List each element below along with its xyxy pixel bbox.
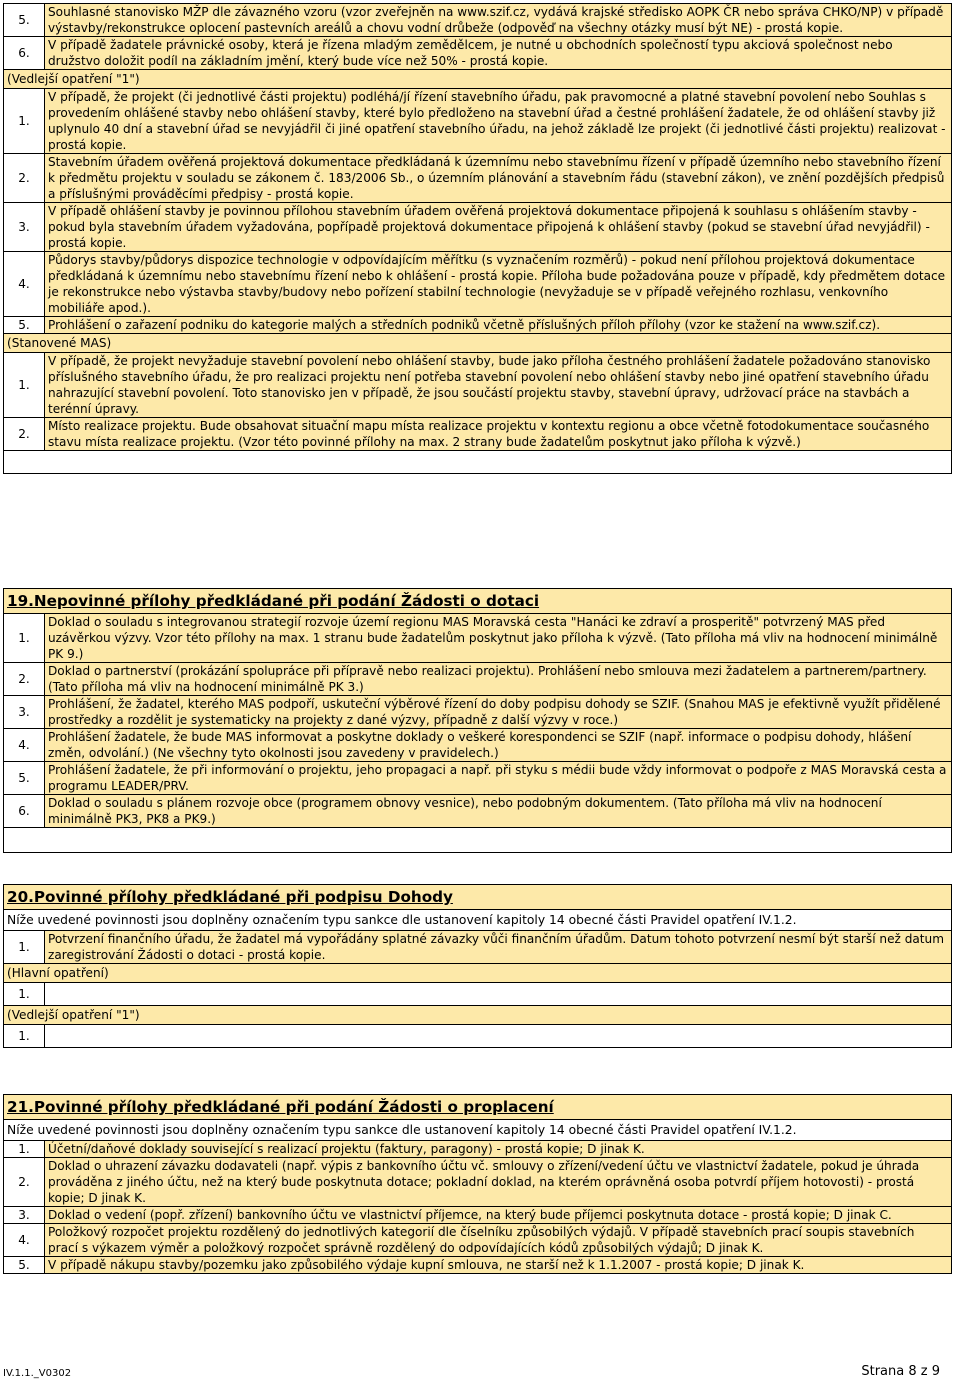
section-21-table <box>3 1094 952 1274</box>
list-item <box>4 88 951 153</box>
item-text: Doklad o partnerství (prokázání spolupráce při přípravě nebo realizaci projektu). Prohlášení nebo smlouva mezi žadatelem a partnerem/partnery. (Tato příloha má vliv na hodnocení minimálně PK 3.) <box>45 663 951 695</box>
item-text: V případě, že projekt nevyžaduje stavební povolení nebo ohlášení stavby, bude jako příloha čestného prohlášení žadatele požadováno stanovisko příslušného stavebního úřadu, že pro realizaci projektu není potřeba stavební povolení nebo ohlášení stavby nebo jiné opatření stavebního úřadu nahrazující stavební povolení. Toto stanovisko jen v případě, že jsou součástí projektu stavby, stavební úpravy, udržovací práce na stavbách a terénní úpravy. <box>45 353 951 417</box>
item-number: 1. <box>4 353 45 417</box>
list-item <box>4 1157 951 1206</box>
item-number: 3. <box>4 203 45 251</box>
item-text: Stavebním úřadem ověřená projektová dokumentace předkládaná k územnímu nebo stavebnímu řízení v případě územního nebo stavebního řízení k předmětu projektu v souladu se zákonem č. 183/2006 Sb., o územním plánování a stavebním řádu (stavební zákon), ve znění pozdějších předpisů a příslušnými prováděcími předpisy - prostá kopie. <box>45 154 951 202</box>
list-item <box>4 794 951 827</box>
document-code: IV.1.1._V0302 <box>3 1368 72 1379</box>
sanction-note: Níže uvedené povinnosti jsou doplněny označením typu sankce dle ustanovení kapitoly 14 obecné části Pravidel opatření IV.1.2. <box>4 909 951 930</box>
item-number: 6. <box>4 795 45 827</box>
list-item <box>4 202 951 251</box>
list-item <box>4 613 951 662</box>
item-text: Doklad o vedení (popř. zřízení) bankovního účtu ve vlastnictví příjemce, na který bude příjemci poskytnuta dotace - prostá kopie; D jinak C. <box>45 1207 951 1223</box>
stanovene-mas-header: (Stanovené MAS) <box>4 333 951 352</box>
item-number: 1. <box>4 931 45 963</box>
item-number: 4. <box>4 1224 45 1256</box>
item-number: 2. <box>4 1158 45 1206</box>
item-number: 1. <box>4 1141 45 1157</box>
list-item <box>4 1206 951 1223</box>
item-text: Půdorys stavby/půdorys dispozice technologie v odpovídajícím měřítku (s vyznačením rozměrů) - pokud není přílohou projektová dokumentace předkládaná k územnímu nebo stavebnímu řízení nebo k ohlášení - prostá kopie. Příloha bude požadována pouze v případě, kdy předmětem dotace je rekonstrukce nebo výstavba stavby/budovy nebo pořízení stabilní technologie (nevyžaduje se v případě veřejného rozhlasu, venkovního mobiliáře apod.). <box>45 252 951 316</box>
list-item <box>4 153 951 202</box>
item-text: V případě ohlášení stavby je povinnou přílohou stavebním úřadem ověřená projektová dokumentace připojená k souhlasu s ohlášením stavby - pokud byla stavebním úřadem vyžadována, popřípadě projektová dokumentace připojená k ohlášení stavby (pokud se stavební úřad nevyjádřil) - prostá kopie. <box>45 203 951 251</box>
item-number: 3. <box>4 1207 45 1223</box>
item-number: 1. <box>4 614 45 662</box>
item-number: 3. <box>4 696 45 728</box>
top-table <box>3 3 952 474</box>
item-text: Souhlasné stanovisko MŽP dle závazného vzoru (vzor zveřejněn na www.szif.cz, vydává krajské středisko AOPK ČR nebo správa CHKO/NP) v případě výstavby/rekonstrukce oplocení pastevních areálů a chovu vodní drůbeže (odpověď na všechny otázky musí být NE) - prostá kopie. <box>45 4 951 36</box>
empty-row <box>4 450 951 473</box>
item-text: Prohlášení o zařazení podniku do kategorie malých a středních podniků včetně příslušných příloh přílohy (vzor ke stažení na www.szif.cz). <box>45 317 951 333</box>
list-item <box>4 417 951 450</box>
item-number: 5. <box>4 762 45 794</box>
list-item <box>4 1140 951 1157</box>
empty-row <box>4 827 951 852</box>
list-item <box>4 662 951 695</box>
item-text <box>45 1025 951 1047</box>
item-text: Doklad o souladu s integrovanou strategií rozvoje území regionu MAS Moravská cesta "Hanáci ke zdraví a prosperitě" potvrzený MAS před uzávěrkou výzvy. Vzor této přílohy na max. 1 stranu bude žadatelům poskytnut jako příloha k výzvě. (Tato příloha má vliv na hodnocení minimálně PK 9.) <box>45 614 951 662</box>
item-number: 5. <box>4 1257 45 1273</box>
item-number: 1. <box>4 1025 45 1047</box>
item-number: 2. <box>4 418 45 450</box>
list-item <box>4 1024 951 1047</box>
item-number: 6. <box>4 37 45 69</box>
item-text: Potvrzení finančního úřadu, že žadatel má vypořádány splatné závazky vůči finančním úřadům. Datum tohoto potvrzení nesmí být starší než datum zaregistrování Žádosti o dotaci - prostá kopie. <box>45 931 951 963</box>
item-text: Doklad o souladu s plánem rozvoje obce (programem obnovy vesnice), nebo podobným dokumentem. (Tato příloha má vliv na hodnocení minimálně PK3, PK8 a PK9.) <box>45 795 951 827</box>
vedlejsi-opatreni-header: (Vedlejší opatření "1") <box>4 69 951 88</box>
item-number: 5. <box>4 4 45 36</box>
list-item <box>4 982 951 1005</box>
page-number: Strana 8 z 9 <box>861 1364 940 1379</box>
section-19-table <box>3 588 952 853</box>
sanction-note: Níže uvedené povinnosti jsou doplněny označením typu sankce dle ustanovení kapitoly 14 obecné části Pravidel opatření IV.1.2. <box>4 1119 951 1140</box>
item-text: Účetní/daňové doklady související s realizací projektu (faktury, paragony) - prostá kopie; D jinak K. <box>45 1141 951 1157</box>
item-text <box>45 983 951 1005</box>
section-title: 19.Nepovinné přílohy předkládané při podání Žádosti o dotaci <box>4 589 951 613</box>
list-item <box>4 251 951 316</box>
section-title: 21.Povinné přílohy předkládané při podání Žádosti o proplacení <box>4 1095 951 1119</box>
list-item <box>4 4 951 36</box>
item-text: V případě žadatele právnické osoby, která je řízena mladým zemědělcem, je nutné u obchodních společností typu akciová společnost nebo družstvo doložit podíl na základním jmění, který bude více než 50% - prostá kopie. <box>45 37 951 69</box>
item-text: V případě, že projekt (či jednotlivé části projektu) podléhá/jí řízení stavebního úřadu, pak pravomocné a platné stavební povolení nebo Souhlas s provedením ohlášené stavby nebo ohlášení stavby, které bylo předloženo na stavební úřad a čestné prohlášení žadatele, že od ohlášení stavby již uplynulo 40 dní a stavební úřad se nevyjádřil či jiné opatření stavebního úřadu, na jehož základě lze projekt (či jednotlivé části projektu) realizovat - prostá kopie. <box>45 89 951 153</box>
list-item <box>4 761 951 794</box>
list-item <box>4 36 951 69</box>
item-number: 5. <box>4 317 45 333</box>
item-number: 4. <box>4 729 45 761</box>
hlavni-opatreni-header: (Hlavní opatření) <box>4 963 951 982</box>
list-item <box>4 930 951 963</box>
list-item <box>4 1223 951 1256</box>
item-number: 2. <box>4 663 45 695</box>
list-item <box>4 1256 951 1273</box>
item-text: Místo realizace projektu. Bude obsahovat situační mapu místa realizace projektu v kontextu regionu a obce včetně fotodokumentace současného stavu místa realizace projektu. (Vzor této povinné přílohy na max. 2 strany bude žadatelům poskytnut jako příloha k výzvě.) <box>45 418 951 450</box>
item-number: 1. <box>4 983 45 1005</box>
item-text: Prohlášení žadatele, že bude MAS informovat a poskytne doklady o veškeré korespondenci se SZIF (např. informace o podpisu dohody, hlášení změn, odvolání.) (Ne všechny tyto okolnosti jsou zavedeny v pravidelech.) <box>45 729 951 761</box>
item-text: Prohlášení žadatele, že při informování o projektu, jeho propagaci a např. při styku s médii bude vždy informovat o podpoře z MAS Moravská cesta a programu LEADER/PRV. <box>45 762 951 794</box>
list-item <box>4 352 951 417</box>
item-number: 1. <box>4 89 45 153</box>
item-text: V případě nákupu stavby/pozemku jako způsobilého výdaje kupní smlouva, ne starší než k 1.1.2007 - prostá kopie; D jinak K. <box>45 1257 951 1273</box>
item-text: Prohlášení, že žadatel, kterého MAS podpoří, uskuteční výběrové řízení do doby podpisu dohody se SZIF. (Snahou MAS je efektivně využít přidělené prostředky a rozdělit je systematicky na projekty z dané výzvy, případně z další výzvy v roce.) <box>45 696 951 728</box>
section-title: 20.Povinné přílohy předkládané při podpisu Dohody <box>4 885 951 909</box>
list-item <box>4 728 951 761</box>
section-20-table <box>3 884 952 1048</box>
list-item <box>4 695 951 728</box>
item-number: 4. <box>4 252 45 316</box>
list-item <box>4 316 951 333</box>
item-number: 2. <box>4 154 45 202</box>
item-text: Položkový rozpočet projektu rozdělený do jednotlivých kategorií dle číselníku způsobilých výdajů. V případě stavebních prací soupis stavebních prací s výkazem výměr a položkový rozpočet správně rozdělený do odpovídajících kódů způsobilých výdajů; D jinak K. <box>45 1224 951 1256</box>
item-text: Doklad o uhrazení závazku dodavateli (např. výpis z bankovního účtu vč. smlouvy o zřízení/vedení účtu ve vlastnictví žadatele, pokud je úhrada prováděna z jiného účtu, než na který bude poskytnuta dotace; pokladní doklad, na kterém oprávněná osoba potvrdí příjem hotovosti) - prostá kopie; D jinak K. <box>45 1158 951 1206</box>
vedlejsi-opatreni-header: (Vedlejší opatření "1") <box>4 1005 951 1024</box>
